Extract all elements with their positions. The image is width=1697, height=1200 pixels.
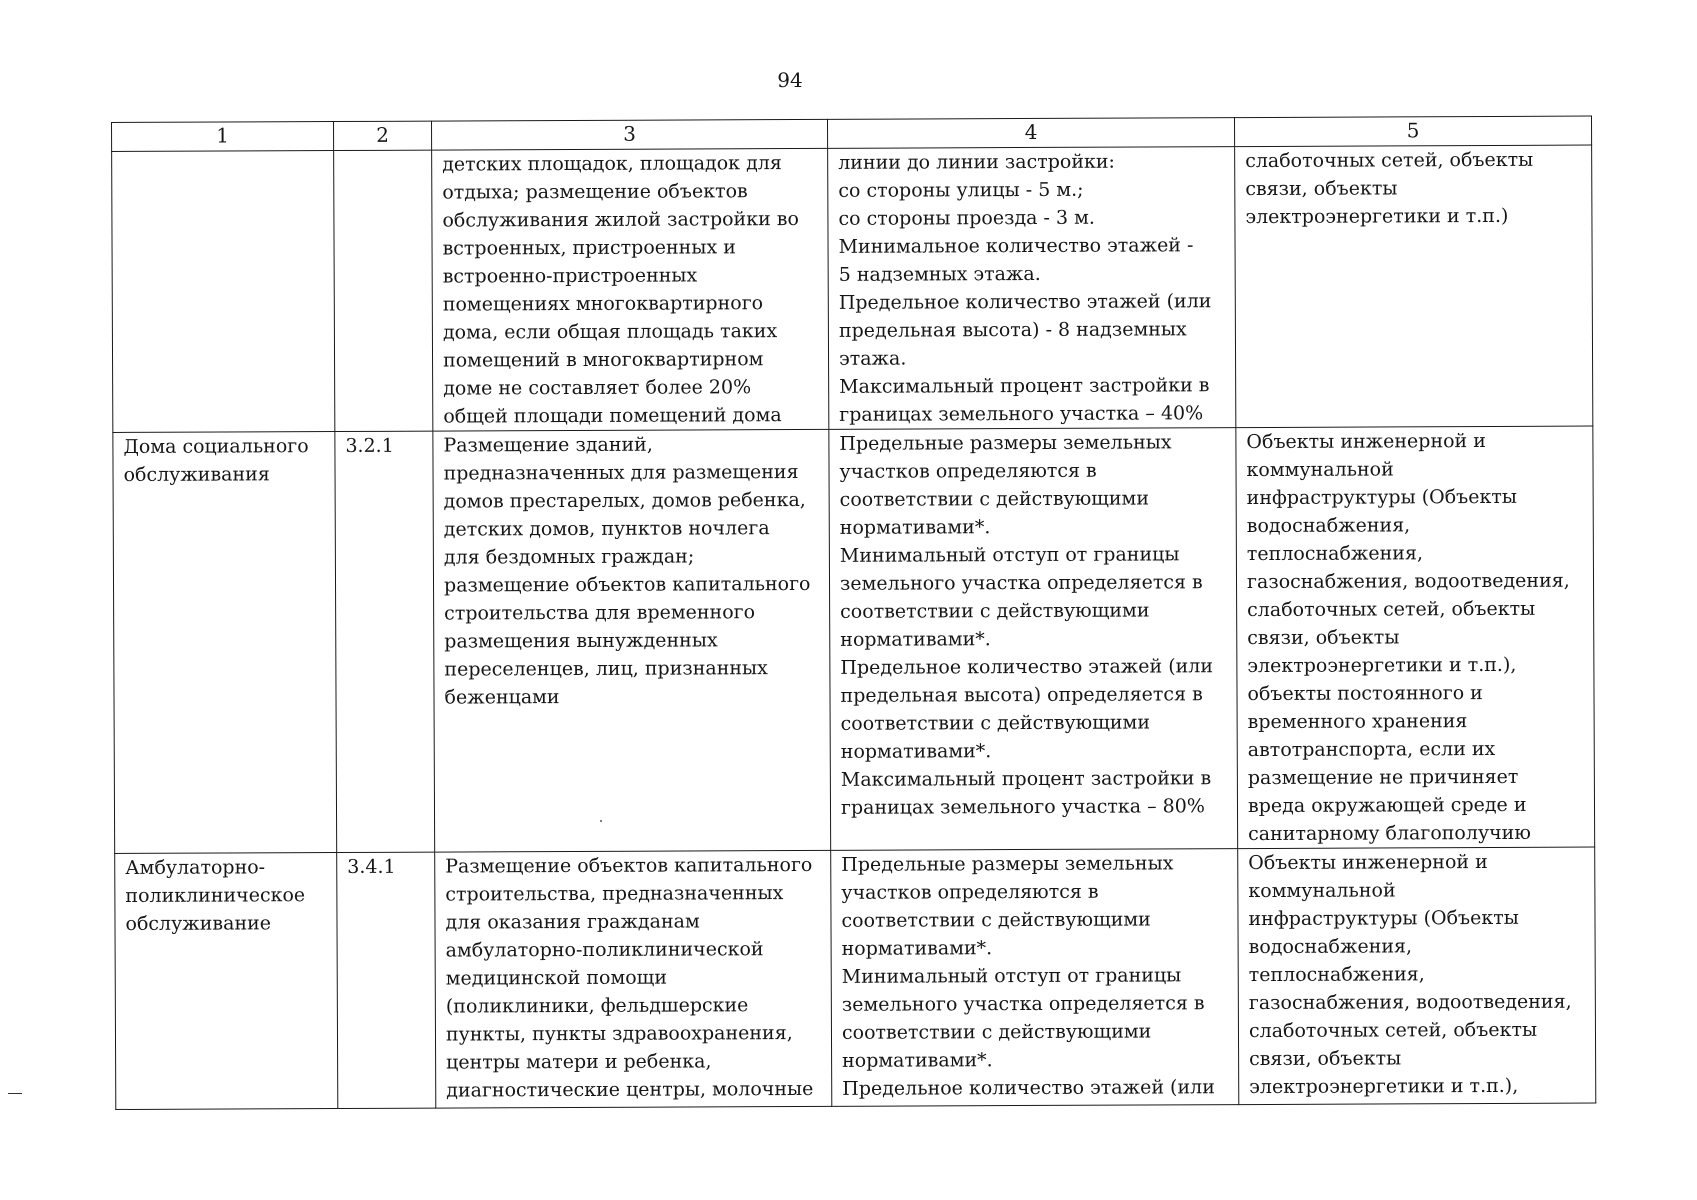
text-line: со стороны проезда - 3 м. [838,206,1095,230]
text-line: домов престарелых, домов ребенка, [443,488,806,513]
description-cell [435,850,832,1108]
use-code-cell [334,150,433,431]
auxiliary-uses-cell [1235,145,1593,428]
use-name-cell [113,432,337,854]
text-line: пункты, пункты здравоохранения, [445,1022,793,1046]
text-line: нормативами*. [842,1049,993,1072]
text-line: временного хранения [1247,710,1468,734]
text-line: предельная высота) определяется в [840,683,1203,707]
text-line: размещение не причиняет [1247,765,1519,790]
table-row [112,145,1593,432]
text-line: границах земельного участка – 80% [840,795,1205,819]
text-line: амбулаторно-поликлинической [445,938,764,962]
text-line: медицинской помощи [445,966,668,990]
text-line: соответствии с действующими [841,1020,1152,1044]
parameters-cell [831,849,1239,1107]
text-line: дома, если общая площадь таких [442,320,778,344]
page-number: 94 [777,68,803,92]
text-line: Минимальный отступ от границы [839,543,1180,567]
text-line: электроэнергетики и т.п.) [1245,204,1509,229]
text-line: нормативами*. [839,516,991,539]
text-line: коммунальной [1248,879,1396,903]
use-code-cell: 3.2.1 [335,431,435,852]
text-line: со стороны улицы - 5 м.; [838,178,1084,202]
column-header-4: 4 [827,118,1234,149]
text-line: Дома социального [123,435,309,458]
text-line: предельная высота) - 8 надземных [838,318,1187,342]
text-line: слаботочных сетей, объекты [1248,1018,1538,1043]
text-line: Объекты инженерной и [1246,430,1486,454]
parameters-cell [829,428,1238,851]
text-line: нормативами*. [841,937,993,960]
text-line: участков определяются в [841,880,1099,904]
text-line: Предельные размеры земельных [839,431,1172,455]
text-line: газоснабжения, водоотведения, [1248,990,1572,1015]
column-header-2: 2 [334,121,432,150]
text-line: нормативами*. [840,740,992,763]
text-line: встроенных, пристроенных и [442,236,736,260]
text-line: этажа. [838,347,907,370]
text-line: переселенцев, лиц, признанных [444,657,768,681]
text-line: инфраструктуры (Объекты [1246,485,1518,510]
auxiliary-uses-cell [1238,847,1596,1105]
table-row [113,426,1595,853]
text-line: Объекты инженерной и [1248,851,1488,875]
text-line: Предельное количество этажей (или [838,290,1212,314]
text-line: 5 надземных этажа. [838,262,1041,286]
text-line: соответствии с действующими [841,908,1151,932]
text-line: помещениях многоквартирного [442,292,764,316]
text-line: беженцами [444,686,560,709]
text-line: водоснабжения, [1248,935,1413,959]
text-line: Предельные размеры земельных [841,852,1174,876]
text-line: границах земельного участка – 40% [839,402,1204,426]
text-line: соответствии с действующими [840,599,1150,623]
use-name-cell [112,151,335,433]
text-line: инфраструктуры (Объекты [1248,906,1519,931]
text-line: размещение объектов капитального [443,572,811,597]
text-line: коммунальной [1246,458,1394,482]
text-line: строительства для временного [444,601,756,625]
text-line: земельного участка определяется в [839,571,1203,595]
margin-mark [8,1093,22,1094]
regulations-table [111,116,1596,1110]
text-line: Предельное количество этажей (или [842,1076,1215,1100]
column-header-5: 5 [1234,116,1591,147]
text-line: диагностические центры, молочные [446,1077,814,1102]
text-line: автотранспорта, если их [1247,737,1496,762]
text-line: Предельное количество этажей (или [840,655,1214,679]
text-line: обслуживания [123,463,270,486]
text-line: линии до линии застройки: [838,150,1115,174]
text-line: размещения вынужденных [444,629,718,653]
text-line: строительства, предназначенных [445,882,784,906]
text-line: слаботочных сетей, объекты [1245,148,1534,173]
text-line: связи, объекты [1247,626,1400,650]
text-line: (поликлиники, фельдшерские [445,994,749,1018]
text-line: предназначенных для размещения [443,461,799,485]
text-line: общей площади помещений дома [443,404,782,428]
text-line: слаботочных сетей, объекты [1247,597,1536,622]
table-row [115,847,1596,1109]
text-line: детских домов, пунктов ночлега [443,517,770,541]
text-line: центры матери и ребенка, [446,1050,712,1074]
text-line: доме не составляет более 20% [443,376,752,400]
text-line: земельного участка определяется в [841,992,1205,1016]
text-line: отдыха; размещение объектов [442,180,748,204]
text-line: Размещение объектов капитального [445,853,813,878]
text-line: Минимальный отступ от границы [841,964,1182,988]
text-line: связи, объекты [1245,177,1398,201]
text-line: для оказания гражданам [445,910,700,934]
text-line: Минимальное количество этажей - [838,234,1194,258]
use-name-cell [115,853,338,1110]
text-line: Максимальный процент застройки в [840,767,1212,791]
parameters-cell [828,147,1236,430]
text-line: участков определяются в [839,459,1097,483]
text-line: электроэнергетики и т.п.), [1249,1074,1519,1099]
text-line: детских площадок, площадок для [442,152,782,176]
text-line: соответствии с действующими [840,711,1151,735]
text-line: для бездомных граждан; [443,545,695,569]
text-line: обслуживания жилой застройки во [442,207,799,232]
column-header-1: 1 [112,122,334,152]
text-line: поликлиническое [125,884,306,907]
text-line: встроенно-пристроенных [442,264,698,288]
text-line: помещений в многоквартирном [442,348,764,372]
text-line: теплоснабжения, [1246,542,1424,566]
text-line: Размещение зданий, [443,433,653,457]
text-line: Максимальный процент застройки в [839,374,1210,398]
scan-speck [600,820,602,822]
text-line: вреда окружающей среде и [1247,793,1527,818]
text-line: объекты постоянного и [1247,682,1483,706]
text-line: газоснабжения, водоотведения, [1246,569,1570,594]
text-line: водоснабжения, [1246,514,1411,538]
text-line: нормативами*. [840,628,991,651]
text-line: связи, объекты [1249,1047,1402,1071]
text-line: Амбулаторно- [125,856,266,879]
use-code-cell: 3.4.1 [337,852,436,1108]
text-line: теплоснабжения, [1248,963,1425,987]
text-line: обслуживание [125,912,272,935]
auxiliary-uses-cell [1236,426,1595,849]
text-line: санитарному благополучию [1248,821,1531,846]
description-cell [432,148,829,431]
text-line: соответствии с действующими [839,487,1150,511]
description-cell [433,429,831,852]
column-header-3: 3 [431,119,827,150]
text-line: электроэнергетики и т.п.), [1247,653,1517,678]
